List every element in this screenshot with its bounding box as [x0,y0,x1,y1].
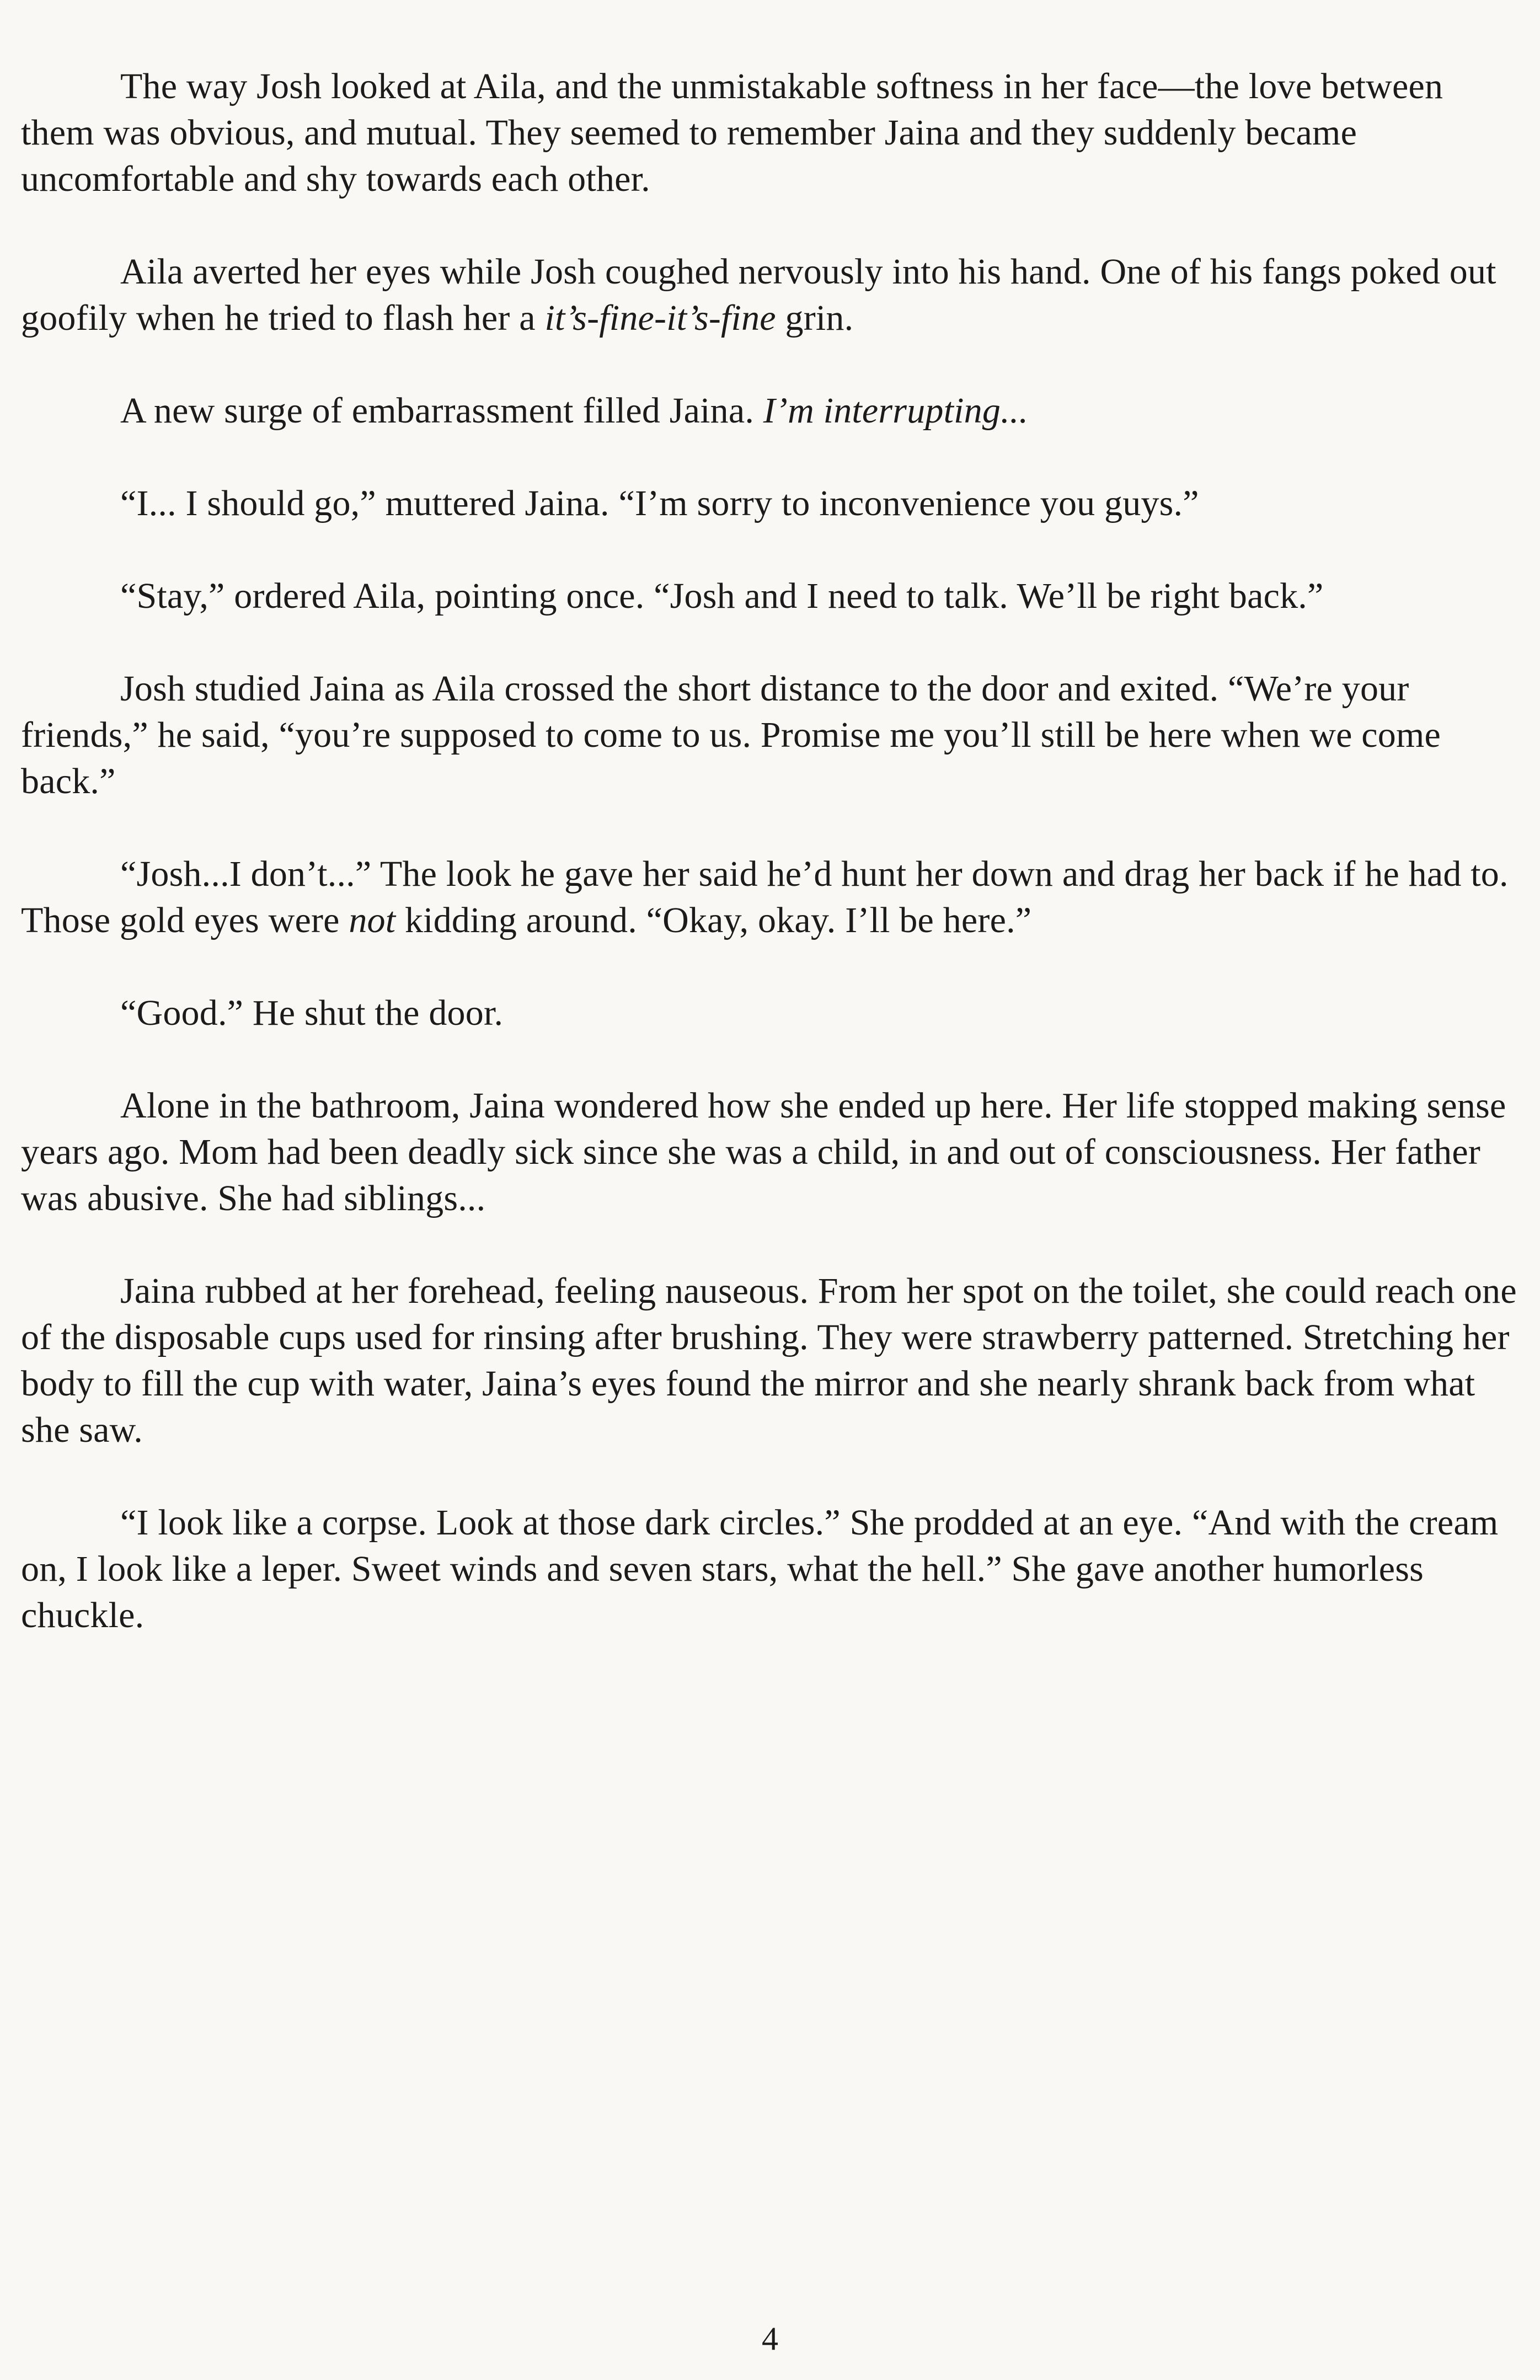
text-run: Jaina rubbed at her forehead, feeling nauseous. From her spot on the toilet, she could reach one of the disposable cups used for rinsing after brushing. They were strawberry patterned. Stretching her body to fill the cup with water, Jaina’s eyes found the mirror and she nearly shrank back from what she saw. [21,1271,1517,1450]
paragraph-10 [21,1268,1517,1453]
page-number: 4 [762,2320,778,2357]
italic-text-run: not [349,900,396,940]
page-body [21,63,1517,1685]
text-run: A new surge of embarrassment filled Jaina. [120,391,763,431]
paragraph-7 [21,851,1517,944]
paragraph-2 [21,249,1517,341]
paragraph-6 [21,666,1517,805]
paragraph-11 [21,1500,1517,1639]
text-run: “I look like a corpse. Look at those dark circles.” She prodded at an eye. “And with the cream on, I look like a leper. Sweet winds and seven stars, what the hell.” She gave another humorless chuckle. [21,1502,1499,1635]
paragraph-4 [21,480,1517,527]
text-run: kidding around. “Okay, okay. I’ll be here.” [395,900,1032,940]
text-run: “Stay,” ordered Aila, pointing once. “Josh and I need to talk. We’ll be right back.” [120,576,1324,616]
text-run: Aila averted her eyes while Josh coughed nervously into his hand. One of his fangs poked out goofily when he tried to flash her a [21,252,1496,338]
paragraph-5 [21,573,1517,619]
text-run: Josh studied Jaina as Aila crossed the short distance to the door and exited. “We’re your friends,” he said, “you’re supposed to come to us. Promise me you’ll still be here when we come back.” [21,668,1441,801]
paragraph-3 [21,388,1517,434]
paragraph-1 [21,63,1517,202]
text-run: Alone in the bathroom, Jaina wondered how she ended up here. Her life stopped making sense years ago. Mom had been deadly sick since she was a child, in and out of consciousness. Her father was abusive. She had siblings... [21,1085,1506,1218]
paragraph-8 [21,990,1517,1036]
text-run: grin. [776,298,854,338]
paragraph-9 [21,1083,1517,1222]
text-run: “I... I should go,” muttered Jaina. “I’m sorry to inconvenience you guys.” [120,483,1199,523]
text-run: “Good.” He shut the door. [120,993,504,1033]
italic-text-run: it’s-fine-it’s-fine [544,298,776,338]
italic-text-run: I’m interrupting... [763,391,1029,431]
text-run: The way Josh looked at Aila, and the unmistakable softness in her face—the love between them was obvious, and mutual. They seemed to remember Jaina and they suddenly became uncomfortable and shy towards each other. [21,66,1443,199]
text-run: “Josh...I don’t...” The look he gave her said he’d hunt her down and drag her back if he had to. Those gold eyes were [21,854,1509,940]
